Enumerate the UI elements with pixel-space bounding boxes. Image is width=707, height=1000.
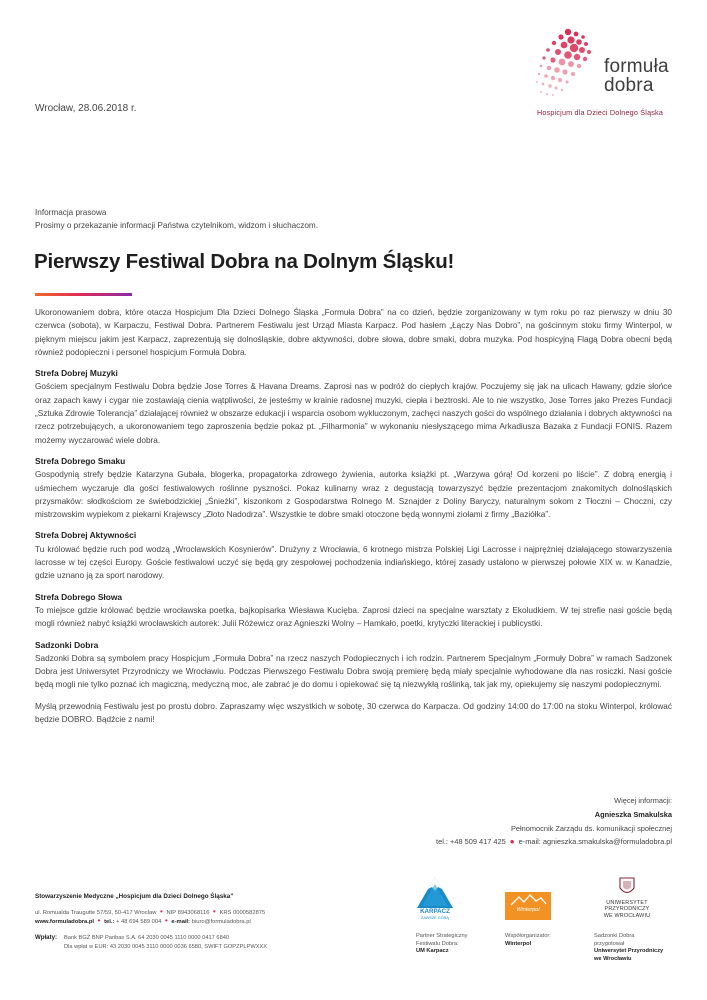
footer-tel-label: tel.: [104,919,115,925]
caption-line-bold: Winterpol [505,940,532,947]
footer-bank-line-pln: Bank BGŻ BNP Paribas S.A. 64 2030 0045 1110 0000 0417 6840 [64,935,230,941]
logo-dot [564,51,572,59]
logo-dot [552,41,556,45]
footer-tel[interactable]: + 48 694 589 004 [116,919,162,925]
logo-dot [552,94,554,96]
logo-dot [548,84,551,87]
karpacz-logo-text: KARPACZ [420,908,450,915]
university-logo-line: PRZYRODNICZY [604,906,650,913]
logo-dot [577,64,581,68]
contact-role: Pełnomocnik Zarządu ds. komunikacji społecznej [510,823,672,833]
logo-dot [574,32,579,37]
karpacz-logo-subtext: ZAWSZE GÓRĄ [421,916,449,920]
contact-phone-email-line [436,835,672,849]
logo-dot [546,48,550,52]
caption-line-bold: we Wrocławiu [594,955,632,962]
logo-dot [576,39,582,45]
footer-www[interactable]: www.formuladobra.pl [35,919,95,925]
contact-email[interactable]: e-mail: agnieszka.smakulska@formuladobra.pl [518,837,672,847]
lead-paragraph: Ukoronowaniem dobra, które otacza Hospicjum Dla Dzieci Dolnego Śląska „Formuła Dobra” na co dzień, będzie zorganizowany w tym roku po raz pierwszy w dniu 30 czerwca (sobota), w Karpaczu, Festiwal Dobra. Partnerem Festiwalu jest Urząd Miasta Karpacz. Pod hasłem „Łączy Nas Dobro”, na gościnnym stoku firmy Winterpol, w pięknym miejscu jakim jest Karpacz, zaprezentują się dolnośląskie, dobre aktywności, dobre słowa, dobre smaki, dobra muzyka. Pod hospicyjną Flagą Dobra obecni będą również podopieczni i personel hospicjum Formuła Dobra. [35,308,672,357]
document-date: Wrocław, 28.06.2018 r. [35,103,137,114]
section-text-word: To miejsce gdzie królować będzie wrocławska poetka, bajkopisarka Wiesława Kucięba. Zaprosi dzieci na specjalne warsztaty z Ekoludkiem. W tej strefie nasi goście będą mogli również nabyć książki wrocławskich autorek: Julii Różewicz oraz Agnieszki Wolny – Hamkało, poetki, krytyczki literackiej i publicystki. [35,605,672,629]
intro-line-press: Informacja prasowa [35,208,107,217]
logo-dot [562,69,567,74]
logo-dot [561,89,563,91]
logo-dot [544,74,548,78]
logo-dot [565,29,571,35]
logo-dot [561,42,568,49]
logo-dot [568,61,574,67]
winterpol-caption [505,933,551,948]
logo-dot [587,50,591,54]
caption-line-bold: Uniwersytet Przyrodniczy [594,948,664,954]
contact-name: Agnieszka Smakulska [594,809,672,819]
karpacz-caption [416,933,468,956]
logo-dot [574,54,580,60]
logo-word-formula: formuła [604,56,669,77]
page-title: Pierwszy Festiwal Dobra na Dolnym Śląsku! [34,250,455,273]
formula-dobra-logo [528,28,688,118]
logo-dot [536,81,538,83]
logo-dot [570,44,578,52]
section-text-seedlings: Sadzonki Dobra są symbolem pracy Hospicjum „Formuła Dobra” na rzecz naszych Podopiecznych i ich rodzin. Partnerem Specjalnym „Formuły Dobra” w ramach Sadzonek Dobra jest Uniwersytet Przyrodniczy we Wrocławiu. Podczas Pierwszego Festiwalu Dobra swoją premierę będą miały specjalnie wyhodowane dla nas rosiczki. Nasi goście będą mogli nie tylko poznać ich magiczną, medyczną moc, ale zabrać je do domu i opiekować się tą niezwykłą roślinką, tak jak my, opiekujemy się naszymi podopiecznymi. [35,653,672,690]
university-logo-text [592,900,662,919]
section-heading-activity: Strefa Dobrej Aktywności [35,530,137,541]
caption-line-bold: UM Karpacz [416,948,449,954]
logo-dot [579,47,585,53]
winterpol-logo-text: Winterpol [516,907,540,913]
bullet-dot-icon: • [97,916,101,925]
university-caption [594,933,663,963]
logo-subtitle: Hospicjum dla Dzieci Dolnego Śląska [537,108,664,117]
footer-contact-line [35,916,251,925]
footer-email-label: e-mail: [171,919,191,925]
university-logo [592,876,662,928]
footer-bank-details [64,934,267,952]
karpacz-logo [415,876,455,926]
logo-dot [540,91,542,93]
logo-dot [542,56,545,59]
section-text-activity: Tu królować będzie ruch pod wodzą „Wrocławskich Kosynierów”. Drużyny z Wrocławia, 6 krotnego mistrza Polskiej Ligi Lacrosse i najprężniej działającego stowarzyszenia lacrosse w tej części Europy. Goście festiwalowi uczyć się będą gry zespołowej pochodzenia indiańskiego, której zasady ustalono w pierwszej połowie XIX w. w Kanadzie, gdzie uznano ją za sport narodowy. [35,544,672,581]
logo-dot [540,65,543,68]
caption-line: Sadzonki Dobra [594,933,635,939]
title-accent-rule [35,293,132,296]
mountain-line-icon [505,892,551,908]
logo-dot [558,78,562,82]
footer-krs: KRS 0000582875 [219,910,266,916]
section-heading-seedlings: Sadzonki Dobra [35,639,99,650]
logo-word-dobra: dobra [604,75,654,96]
footer-nip: NIP 8943068116 [166,910,210,916]
footer-payments-label: Wpłaty: [35,934,58,941]
logo-dot [554,67,560,73]
section-heading-taste: Strefa Dobrego Smaku [35,455,126,466]
logo-dot [567,36,574,43]
logo-dot [546,93,548,95]
dots-mark-icon [528,28,604,100]
winterpol-logo [505,892,551,920]
footer-org-name: Stowarzyszenie Medyczne „Hospicjum dla Dzieci Dolnego Śląska” [35,893,234,900]
caption-line: Festiwalu Dobra: [416,940,459,947]
footer-address: ul. Romualda Traugutte 57/59, 50-417 Wrocław [35,910,157,916]
logo-dot [584,42,588,46]
footer-bank-line-eur: Dla wpłat w EUR: 43 2030 0045 3110 0000 0036 6580, SWIFT GOPZPLPWXXX [64,944,268,950]
contact-phone[interactable]: tel.: +48 509 417 425 [436,837,506,847]
article-body [35,306,672,726]
logo-dot [583,57,587,61]
logo-dot [565,80,568,83]
section-text-taste: Gospodynią strefy będzie Katarzyna Gubała, blogerka, propagatorka zdrowego żywienia, autorka książki pt. „Warzywa górą! Od korzeni po liście”. Z dobrą energią i uśmiechem wyczaruje dla gości festiwalowych roślinne pyszności. Pokaz kulinarny wraz z degustacją towarzyszyć będzie prezentacjom znakomitych dolnośląskich przysmaków: słodkościom ze świebodzickiej „Śnieżki”, kiszonkom z Gospodarstwa Rolnego M. Sznajder z Doliny Baryczy, naturalnym sokom z Tłoczni – Choczni, czy mistrzowskim wypiekom z piekarni Krajewscy „Złoto Nadodrza”. Wszystkie te dobre smaki otoczone będą wonnymi ziołami z firmy „Baziółka”. [35,470,672,520]
bullet-dot-icon: • [160,907,163,916]
logo-dot [550,57,555,62]
logo-dot [554,86,557,89]
bullet-dot-icon: ● [509,837,515,847]
logo-dot [571,72,575,76]
university-logo-line: UNIWERSYTET [606,900,648,906]
section-heading-music: Strefa Dobrej Muzyki [35,368,118,379]
caption-line: Partner Strategiczny [416,933,468,939]
bullet-dot-icon: • [164,916,168,925]
intro-line-request: Prosimy o przekazanie informacji Państwa czytelnikom, widzom i słuchaczom. [35,221,319,230]
logo-dot [558,34,563,39]
logo-dot [559,59,566,66]
logo-dot [547,66,551,70]
section-text-music: Gościem specjalnym Festiwalu Dobra będzie Jose Torres & Havana Dreams. Zaprosi nas w podróż do ciepłych krajów. Poczujemy się jak na ulicach Hawany, gdzie słońce oraz zapach kawy i cygar nie zostawiają cienia wątpliwości, że jesteśmy w krainie radosnej muzyki, ciepła i beztroski. Ale to nie wszystko, Jose Torres jako Prezes Fundacji „Sztuka Zdrowie Tolerancja” działającej również w obszarze edukacji i wsparcia osobom wykluczonym, zachęci naszych gości do wspólnego działania i dobrych aktywności na rzecz potrzebujących, a ukoronowaniem tego zaproszenia będzie pokaz pt. „Filharmonia” w wykonaniu niesłyszącego mima Arkadiusza Bazaka z Fundacji FONIS. Razem możemy wyczarować wiele dobra. [35,382,672,445]
caption-line: Współorganizator: [505,933,551,939]
intro-block [35,206,655,232]
logo-dot [551,76,555,80]
logo-dot [555,49,561,55]
logo-dot [581,35,585,39]
logo-dot [538,73,540,75]
university-crest-icon [592,876,662,898]
contact-label: Więcej informacji: [614,796,672,805]
mountain-icon [415,876,455,910]
bullet-dot-icon: • [213,907,216,916]
contact-block [436,794,672,849]
university-logo-line: WE WROCŁAWIU [603,912,651,919]
caption-line: przygotował [594,940,625,947]
logo-dot [542,83,545,86]
footer-address-line [35,907,265,916]
footer-email[interactable]: biuro@formuladobra.pl [191,919,251,925]
closing-paragraph: Myślą przewodnią Festiwalu jest po prostu dobro. Zapraszamy więc wszystkich w sobotę, 30 czerwca do Karpacza. Od godziny 14:00 do 17:00 na stoku Winterpol, królować będzie DOBRO. Bądźcie z nami! [35,701,672,725]
section-heading-word: Strefa Dobrego Słowa [35,591,123,602]
